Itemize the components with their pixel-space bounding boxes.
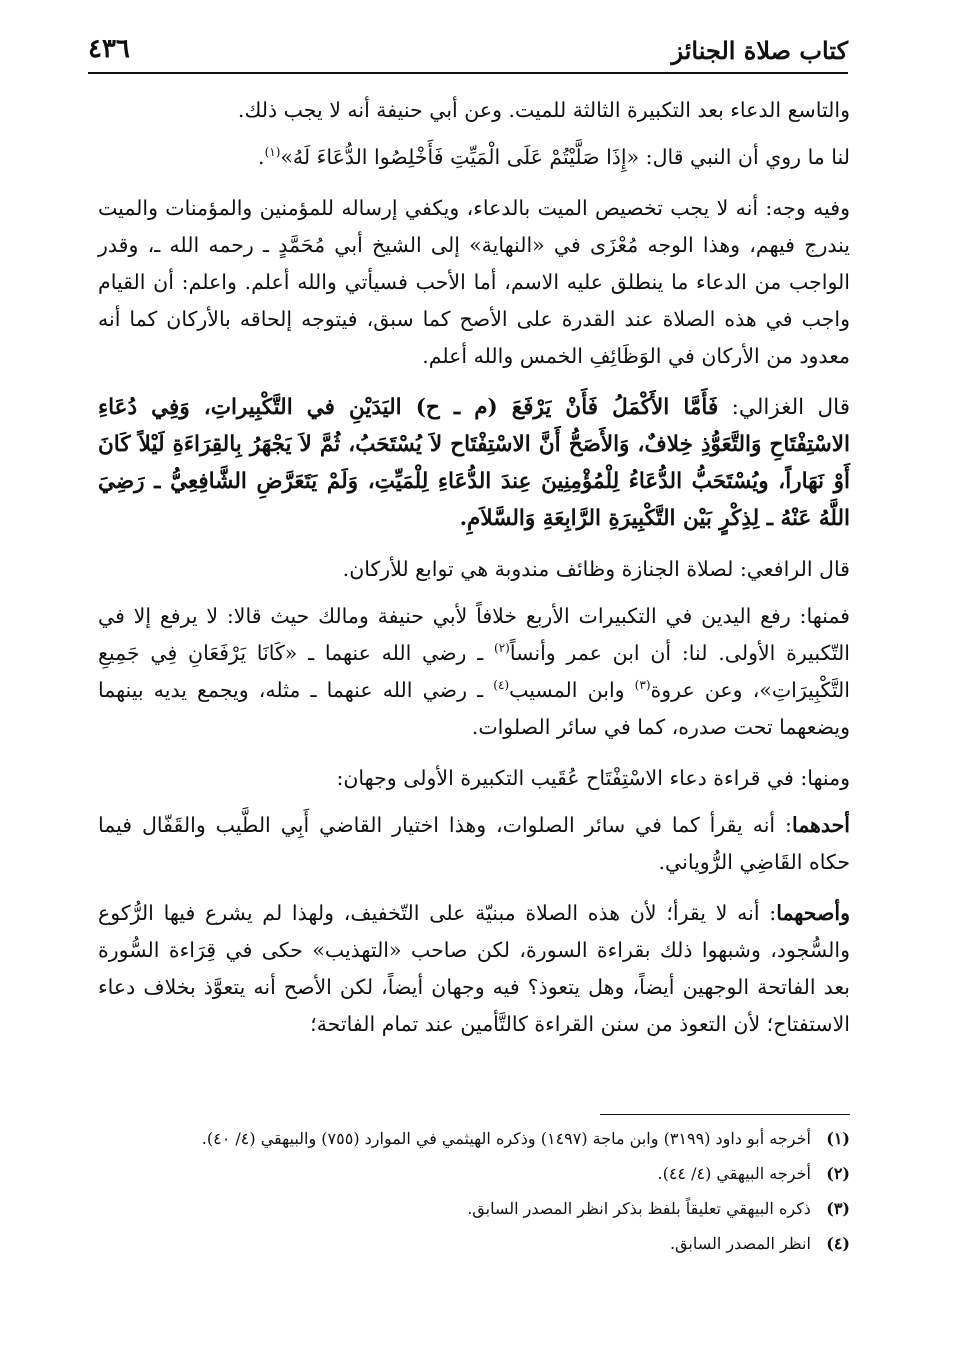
paragraph-rafii: قال الرافعي: لصلاة الجنازة وظائف مندوبة هي توابع للأركان. xyxy=(342,557,850,581)
footnotes xyxy=(98,1124,850,1264)
first-view-label: أحدهما xyxy=(791,813,850,837)
footnote-text: أخرجه أبو داود (٣١٩٩) وابن ماجة (١٤٩٧) وذكره الهيثمي في الموارد (٧٥٥) والبيهقي (٤/ ٤٠). xyxy=(201,1129,811,1148)
first-view-text: : أنه يقرأ كما في سائر الصلوات، وهذا اختيار القاضي أَبِي الطَّيب والقَفّال فيما حكاه القَاضِي الرُّوياني. xyxy=(98,813,850,874)
book-title: كتاب صلاة الجنائز xyxy=(671,36,848,65)
footnote-ref-3[interactable]: (٣) xyxy=(634,678,651,693)
ghazali-quote: فَأَمَّا الأَكْمَلُ فَأَنْ يَرْفَعَ (م ـ ح) اليَدَيْنِ في التَّكْبِيراتِ، وَفِي دُعَاءِ الاسْتِفْتَاحِ وَالتَّعَوُّذِ خِلافٌ، وَالأَصَحُّ أَنَّ الاسْتِفْتَاح لاَ يُسْتَحَبُ، ثُمَّ لاَ يَجْهَرُ بِالقِرَاءَةِ لَيْلاً كَانَ أَوْ نَهَاراً، ويُسْتَحَبُّ الدُّعَاءُ لِلْمُؤْمِنِينَ عِندَ الدُّعَاءِ لِلْمَيِّتِ، وَلَمْ يَتَعَرَّضِ الشَّافِعِيُّ ـ رَضِيَ اللَّهُ عَنْهُ ـ لِذِكْرٍ بَيْن التَّكْبِيرَةِ الرَّابِعَةِ وَالسَّلاَمِ. xyxy=(98,395,850,531)
paragraph-opening-supplication: ومنها: في قراءة دعاء الاسْتِفْتَاح عُقَيب التكبيرة الأولى وجهان: xyxy=(336,766,850,790)
correct-view-text: : أنه لا يقرأ؛ لأن هذه الصلاة مبنيّة على التّخفيف، ولهذا لم يشرع فيها الرُّكوع والسُّجود، وشبهوا ذلك بقراءة السورة، لكن صاحب «التهذيب» حكى في قِرَاءة السُّورة بعد الفاتحة الوجهين أيضاً، وهل يتعوذ؟ فيه وجهان أيضاً، لكن الأصح أنه يتعوَّذ بخلاف دعاء الاستفتاح؛ لأن التعوذ من سنن القراءة كالتَّأمين عند تمام الفاتحة؛ xyxy=(98,901,850,1036)
footnote-text: انظر المصدر السابق. xyxy=(669,1234,811,1253)
hadith-text: لنا ما روي أن النبي قال: «إِذَا صَلَّيْتُمْ عَلَى الْمَيِّتِ فَأَخْلِصُوا الدُّعَاءَ لَهُ» xyxy=(280,145,850,169)
footnote-4 xyxy=(98,1229,850,1258)
footnote-text: أخرجه البيهقي (٤/ ٤٤). xyxy=(657,1164,811,1183)
paragraph-raising-hands xyxy=(98,598,850,746)
paragraph-ghazali xyxy=(98,389,850,537)
raising-hands-text-a: فمنها: رفع اليدين في التكبيرات الأربع خلافاً لأبي حنيفة ومالك حيث قالا: لا يرفع إلا في التّكبيرة الأولى. لنا: أن ابن عمر وأنساً xyxy=(98,604,850,665)
correct-view-label: وأصحهما xyxy=(776,901,850,925)
footnote-divider xyxy=(600,1114,850,1115)
footnote-text: ذكره البيهقي تعليقاً بلفظ بذكر انظر المصدر السابق. xyxy=(467,1199,811,1218)
running-header xyxy=(88,30,848,76)
footnote-ref-1[interactable]: (١) xyxy=(264,145,281,160)
footnote-ref-4[interactable]: (٤) xyxy=(493,678,510,693)
footnote-number: (١) xyxy=(826,1129,850,1148)
raising-hands-text-b: ـ رضي الله عنهما ـ «كَانَا يَرْفَعَانِ فِي جَمِيعِ التَّكْبِيرَاتِ»، وعن عروة xyxy=(98,641,850,702)
page-number: ٤٣٦ xyxy=(88,34,130,64)
footnote-number: (٢) xyxy=(826,1164,850,1183)
paragraph-ninth-duty: والتاسع الدعاء بعد التكبيرة الثالثة للميت. وعن أبي حنيفة أنه لا يجب ذلك. xyxy=(237,98,850,122)
ghazali-label: قال الغزالي: xyxy=(718,395,850,420)
footnote-ref-2[interactable]: (٢) xyxy=(494,641,510,656)
footnote-number: (٤) xyxy=(826,1234,850,1253)
hadith-end: . xyxy=(258,145,265,169)
footnote-1 xyxy=(98,1124,850,1153)
main-text xyxy=(98,92,850,1057)
paragraph-other-view: وفيه وجه: أنه لا يجب تخصيص الميت بالدعاء، ويكفي إرساله للمؤمنين والمؤمنات والميت يندرج فيهم، وهذا الوجه مُعْزَى في «النهاية» إلى الشيخ أبي مُحَمَّدٍ ـ رحمه الله ـ، وقدر الواجب من الدعاء ما ينطلق عليه الاسم، أما الأحب فسيأتي والله أعلم. واعلم: أن القيام واجب في هذه الصلاة عند القدرة على الأصح كما سبق، فيتوجه إلحاقه بالأركان كما أنه معدود من الأركان في الوَظَائِفِ الخمس والله أعلم. xyxy=(98,196,850,368)
header-divider xyxy=(88,72,848,74)
paragraph-first-view xyxy=(98,807,850,881)
footnote-3 xyxy=(98,1194,850,1223)
raising-hands-text-c: وابن المسيب xyxy=(509,678,635,702)
footnote-number: (٣) xyxy=(826,1199,850,1218)
paragraph-hadith xyxy=(98,139,850,176)
raising-hands-text-d: ـ رضي الله عنهما ـ مثله، ويجمع يديه بينهما ويضعهما تحت صدره، كما في سائر الصلوات. xyxy=(98,678,850,739)
footnote-2 xyxy=(98,1159,850,1188)
paragraph-correct-view xyxy=(98,895,850,1043)
